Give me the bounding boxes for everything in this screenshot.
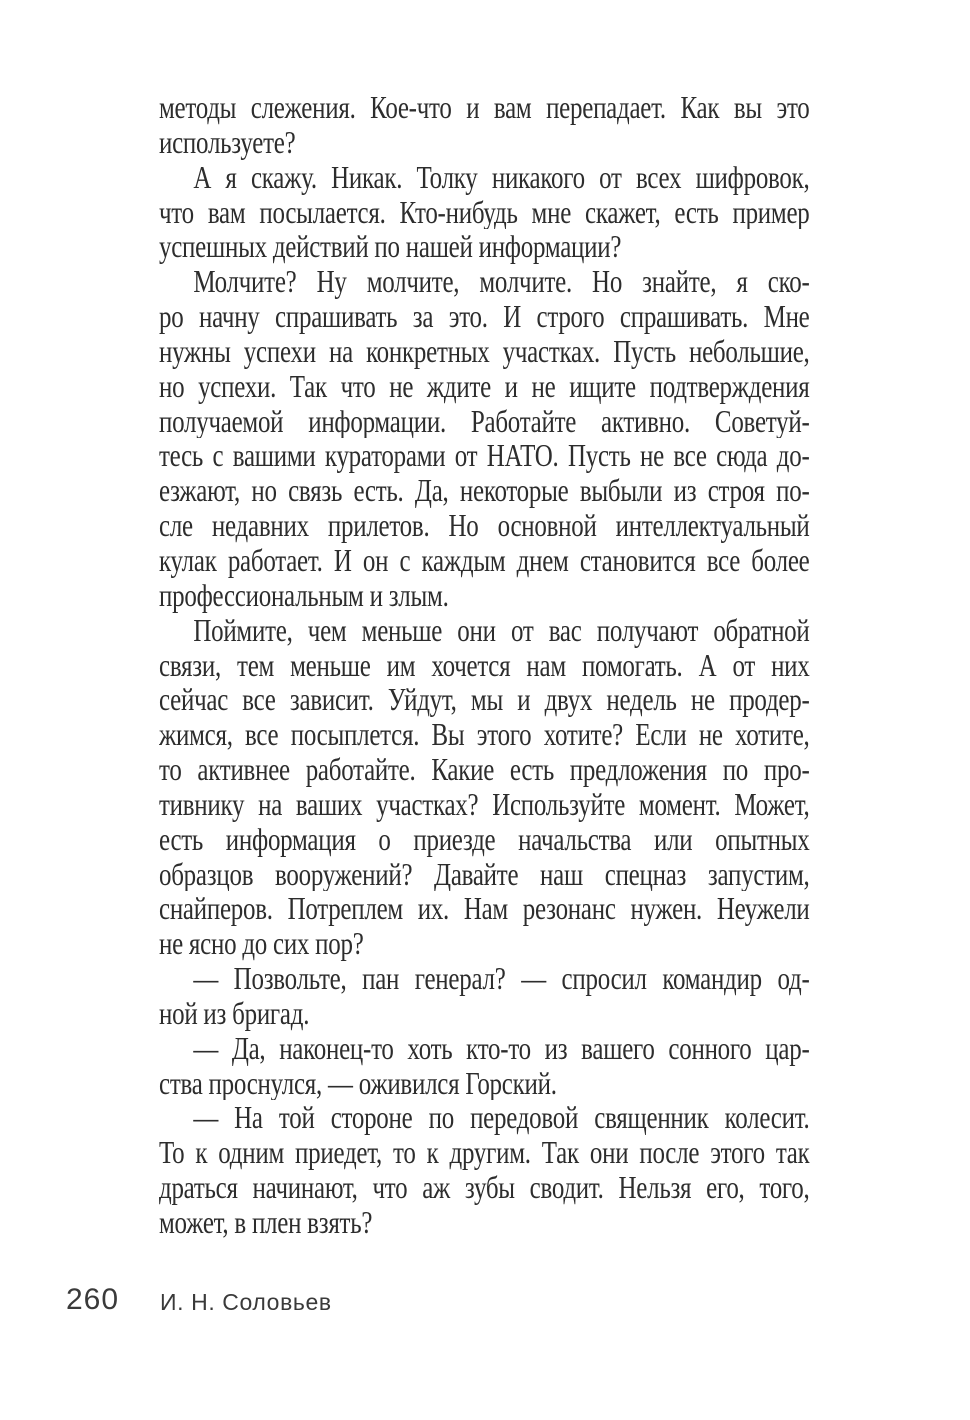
text-line: кулак работает. И он с каждым днем становится все более bbox=[159, 542, 810, 578]
text-line: образцов вооружений? Давайте наш спецназ запустим, bbox=[159, 856, 810, 892]
paragraph bbox=[159, 1100, 810, 1239]
text-line: жимся, все посыплется. Вы этого хотите? Если не хотите, bbox=[159, 717, 810, 753]
text-line: сейчас все зависит. Уйдут, мы и двух недель не продер- bbox=[159, 682, 810, 718]
text-line: но успехи. Так что не ждите и не ищите подтверждения bbox=[159, 368, 810, 404]
text-line: то активнее работайте. Какие есть предложения по про- bbox=[159, 752, 810, 787]
text-line: ства проснулся, — оживился Горский. bbox=[159, 1065, 557, 1101]
paragraph bbox=[159, 961, 810, 1031]
text-line: драться начинают, что аж зубы сводит. Нельзя его, того, bbox=[159, 1170, 810, 1205]
text-line: А я скажу. Никак. Толку никакого от всех шифровок, bbox=[193, 159, 810, 195]
text-line: что вам посылается. Кто-нибудь мне скажет, есть пример bbox=[159, 194, 810, 230]
text-line: — Позвольте, пан генерал? — спросил командир од- bbox=[193, 961, 810, 996]
text-line: получаемой информации. Работайте активно. Советуй- bbox=[159, 403, 810, 439]
text-line: успешных действий по нашей информации? bbox=[159, 229, 622, 265]
page-text-block bbox=[159, 90, 810, 1240]
text-line: — На той стороне по передовой священник колесит. bbox=[193, 1100, 810, 1136]
paragraph bbox=[159, 90, 810, 160]
text-line: ро начну спрашивать за это. И строго спрашивать. Мне bbox=[159, 299, 810, 334]
text-line: есть информация о приезде начальства или опытных bbox=[159, 821, 810, 857]
text-line: тесь с вашими кураторами от НАТО. Пусть не все сюда до- bbox=[159, 438, 810, 474]
text-line: То к одним приедет, то к другим. Так они после этого так bbox=[159, 1135, 810, 1171]
page-number: 260 bbox=[66, 1283, 120, 1316]
text-line: — Да, наконец-то хоть кто-то из вашего сонного цар- bbox=[193, 1030, 810, 1066]
paragraph bbox=[159, 613, 810, 961]
text-line: используете? bbox=[159, 124, 296, 160]
text-line: нужны успехи на конкретных участках. Пусть небольшие, bbox=[159, 333, 810, 369]
text-line: ной из бригад. bbox=[159, 995, 310, 1031]
text-line: Поймите, чем меньше они от вас получают обратной bbox=[193, 612, 810, 648]
footer-author: И. Н. Соловьев bbox=[160, 1289, 332, 1315]
text-line: может, в плен взять? bbox=[159, 1205, 373, 1240]
text-line: профессиональным и злым. bbox=[159, 577, 449, 613]
text-line: связи, тем меньше им хочется нам помогать. А от них bbox=[159, 647, 810, 683]
text-line: езжают, но связь есть. Да, некоторые выбыли из строя по- bbox=[159, 473, 810, 509]
page-footer bbox=[0, 1278, 970, 1328]
text-line: сле недавних прилетов. Но основной интеллектуальный bbox=[159, 508, 810, 543]
text-line: методы слежения. Кое-что и вам перепадает. Как вы это bbox=[159, 90, 810, 125]
text-line: не ясно до сих пор? bbox=[159, 926, 364, 962]
paragraph bbox=[159, 1031, 810, 1101]
text-line: снайперов. Потреплем их. Нам резонанс нужен. Неужели bbox=[159, 891, 810, 927]
paragraph bbox=[159, 264, 810, 612]
text-line: тивнику на ваших участках? Используйте момент. Может, bbox=[159, 786, 810, 822]
paragraph bbox=[159, 160, 810, 265]
text-line: Молчите? Ну молчите, молчите. Но знайте, я ско- bbox=[193, 264, 810, 300]
